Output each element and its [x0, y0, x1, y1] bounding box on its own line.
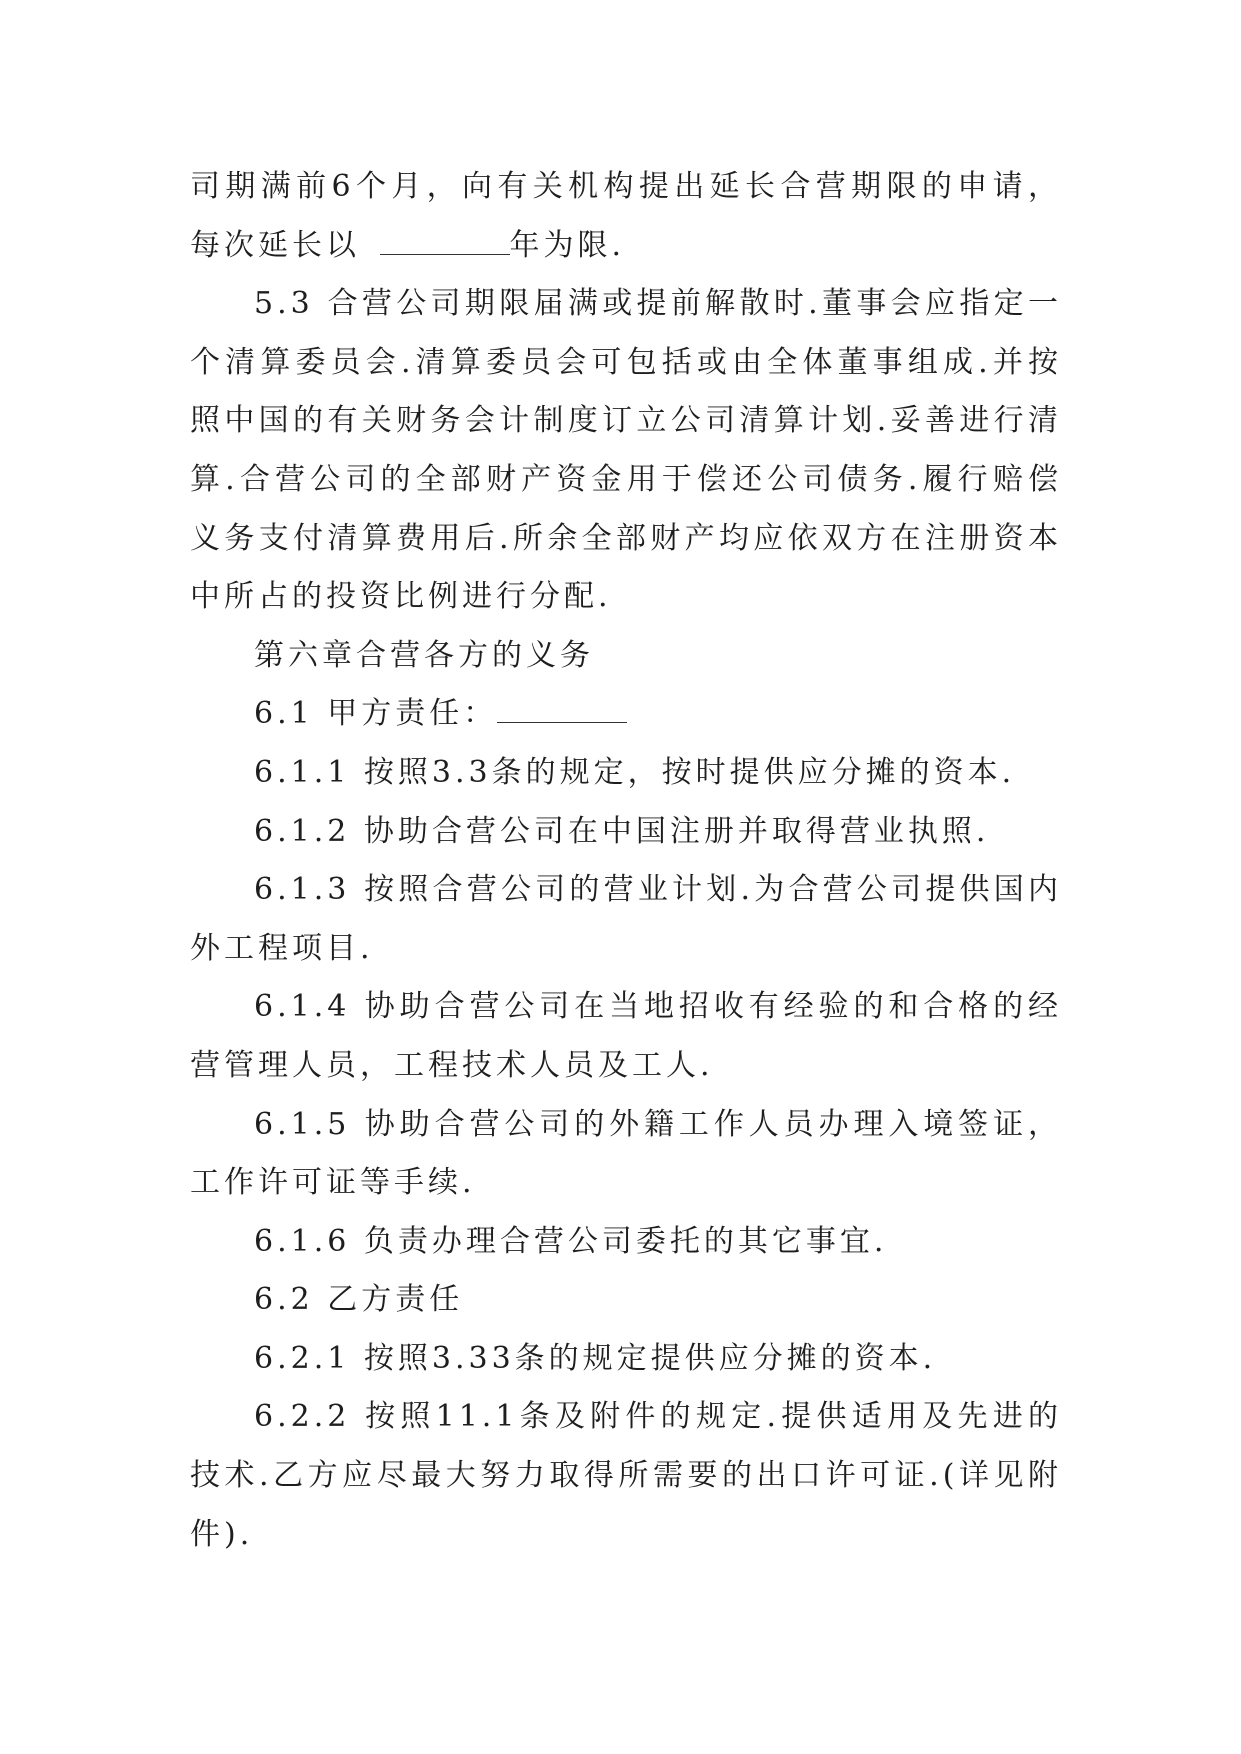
blank-fill-line [497, 696, 627, 723]
paragraph-text: 6.1.4 协助合营公司在当地招收有经验的和合格的经营管理人员，工程技术人员及工人. [190, 989, 1062, 1083]
paragraph-text: 年为限. [509, 227, 626, 263]
chapter-heading: 第六章合营各方的义务 [254, 637, 594, 673]
paragraph-6-1-4 [190, 978, 1062, 1095]
paragraph-5-3 [190, 275, 1062, 627]
contract-text-body [190, 158, 1062, 1564]
paragraph-5-2-continuation [190, 158, 1062, 275]
paragraph-6-2 [190, 1271, 1062, 1330]
paragraph-text: 6.1 甲方责任： [254, 696, 498, 732]
paragraph-6-1-1 [190, 744, 1062, 803]
paragraph-6-1 [190, 685, 1062, 744]
paragraph-text: 6.2.1 按照3.33条的规定提供应分摊的资本. [254, 1340, 937, 1376]
paragraph-6-1-5 [190, 1096, 1062, 1213]
paragraph-6-1-3 [190, 861, 1062, 978]
paragraph-text: 6.2.2 按照11.1条及附件的规定.提供适用及先进的技术.乙方应尽最大努力取得所需要的出口许可证.(详见附件). [190, 1399, 1062, 1552]
blank-fill-line [380, 228, 510, 255]
paragraph-6-2-1 [190, 1330, 1062, 1389]
paragraph-text: 司期满前6个月，向有关机构提出延长合营期限的申请，每次延长以 [190, 169, 1062, 263]
paragraph-6-1-6 [190, 1213, 1062, 1272]
paragraph-text: 6.2 乙方责任 [254, 1282, 464, 1318]
paragraph-text: 6.1.1 按照3.3条的规定，按时提供应分摊的资本. [254, 754, 1016, 790]
paragraph-text: 6.1.5 协助合营公司的外籍工作人员办理入境签证，工作许可证等手续. [190, 1106, 1062, 1201]
paragraph-text: 6.1.2 协助合营公司在中国注册并取得营业执照. [254, 813, 990, 849]
paragraph-6-1-2 [190, 803, 1062, 862]
chapter-6-title [190, 627, 1062, 686]
paragraph-text: 5.3 合营公司期限届满或提前解散时.董事会应指定一个清算委员会.清算委员会可包括或由全体董事组成.并按照中国的有关财务会计制度订立公司清算计划.妥善进行清算.合营公司的全部财产资金用于偿还公司债务.履行赔偿义务支付清算费用后.所余全部财产均应依双方在注册资本中所占的投资比例进行分配. [190, 286, 1062, 615]
paragraph-text: 6.1.3 按照合营公司的营业计划.为合营公司提供国内外工程项目. [190, 872, 1062, 966]
paragraph-6-2-2 [190, 1388, 1062, 1564]
paragraph-text: 6.1.6 负责办理合营公司委托的其它事宜. [254, 1223, 888, 1259]
